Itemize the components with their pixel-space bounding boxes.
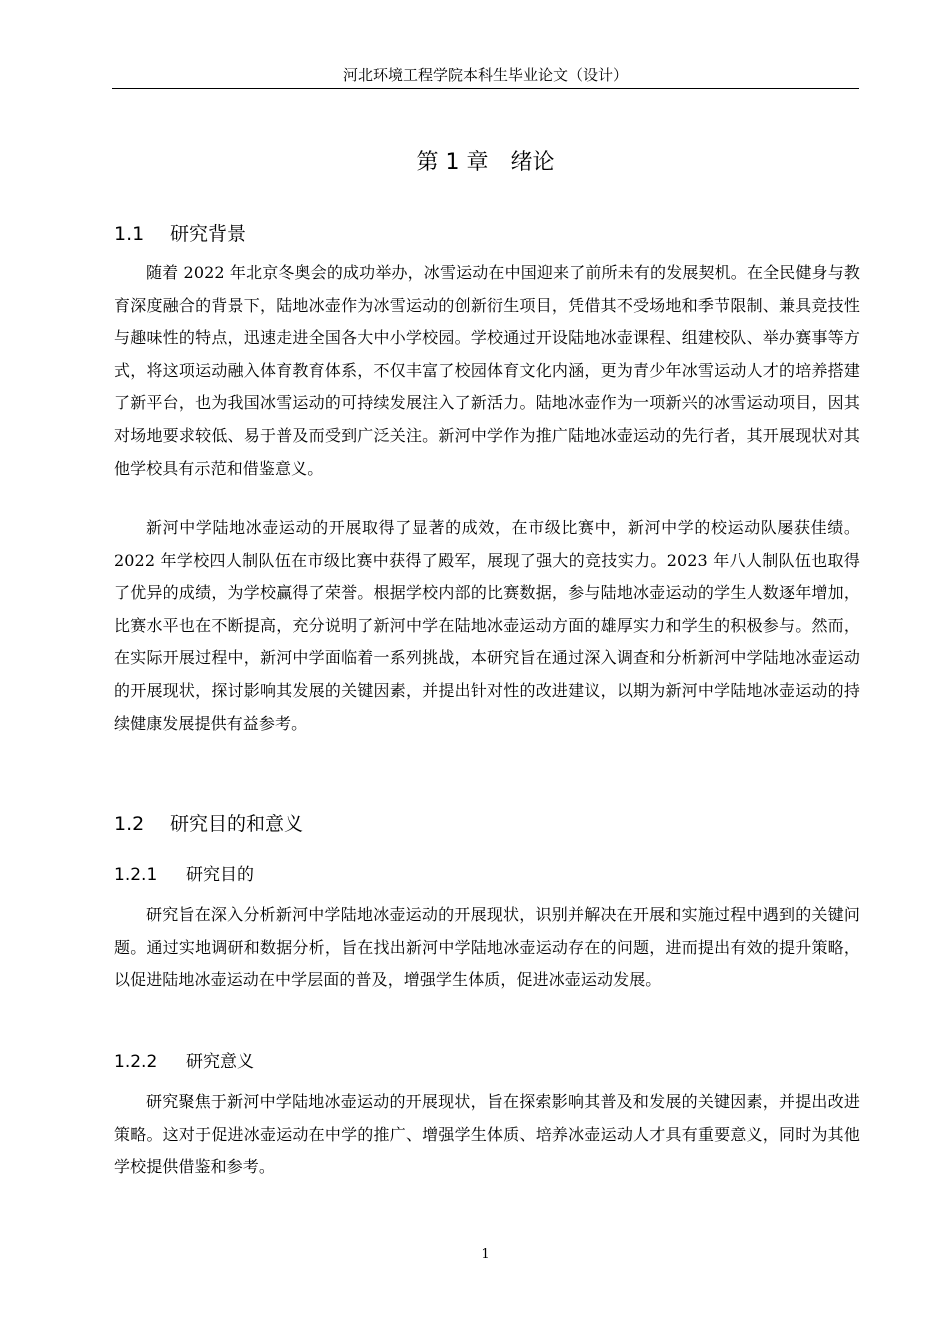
subsection-number: 1.2.1 <box>114 865 158 885</box>
section-heading-1-1 <box>114 221 246 247</box>
section-title: 研究目的和意义 <box>170 813 304 835</box>
paragraph-significance: 研究聚焦于新河中学陆地冰壶运动的开展现状，旨在探索影响其普及和发展的关键因素，并提出改进策略。这对于促进冰壶运动在中学的推广、增强学生体质、培养冰壶运动人才具有重要意义，同时为其他学校提供借鉴和参考。 <box>114 1092 860 1177</box>
subsection-number: 1.2.2 <box>114 1052 158 1072</box>
subsection-title: 研究目的 <box>186 865 254 885</box>
running-header: 河北环境工程学院本科生毕业论文（设计） <box>342 66 628 84</box>
subsection-title: 研究意义 <box>186 1052 254 1072</box>
section-number: 1.2 <box>114 813 145 835</box>
chapter-number: 第 1 章 <box>416 150 489 175</box>
paragraph-background-1: 随着 2022 年北京冬奥会的成功举办，冰雪运动在中国迎来了前所未有的发展契机。在全民健身与教育深度融合的背景下，陆地冰壶作为冰雪运动的创新衍生项目，凭借其不受场地和季节限制、兼具竞技性与趣味性的特点，迅速走进全国各大中小学校园。学校通过开设陆地冰壶课程、组建校队、举办赛事等方式，将这项运动融入体育教育体系，不仅丰富了校园体育文化内涵，更为青少年冰雪运动人才的培养搭建了新平台，也为我国冰雪运动的可持续发展注入了新活力。陆地冰壶作为一项新兴的冰雪运动项目，因其对场地要求较低、易于普及而受到广泛关注。新河中学作为推广陆地冰壶运动的先行者，其开展现状对其他学校具有示范和借鉴意义。 <box>114 263 860 478</box>
chapter-name: 绪论 <box>510 150 555 175</box>
subsection-heading-1-2-2 <box>114 1050 254 1074</box>
subsection-heading-1-2-1 <box>114 863 254 887</box>
section-heading-1-2 <box>114 811 303 837</box>
section-number: 1.1 <box>114 223 145 245</box>
header-divider <box>112 88 859 89</box>
paragraph-background-2: 新河中学陆地冰壶运动的开展取得了显著的成效，在市级比赛中，新河中学的校运动队屡获佳绩。2022 年学校四人制队伍在市级比赛中获得了殿军，展现了强大的竞技实力。2023 年八人制队伍也取得了优异的成绩，为学校赢得了荣誉。根据学校内部的比赛数据，参与陆地冰壶运动的学生人数逐年增加，比赛水平也在不断提高，充分说明了新河中学在陆地冰壶运动方面的雄厚实力和学生的积极参与。然而，在实际开展过程中，新河中学面临着一系列挑战，本研究旨在通过深入调查和分析新河中学陆地冰壶运动的开展现状，探讨影响其发展的关键因素，并提出针对性的改进建议，以期为新河中学陆地冰壶运动的持续健康发展提供有益参考。 <box>114 518 860 733</box>
chapter-title <box>112 148 859 178</box>
section-title: 研究背景 <box>170 223 247 245</box>
paragraph-purpose: 研究旨在深入分析新河中学陆地冰壶运动的开展现状，识别并解决在开展和实施过程中遇到的关键问题。通过实地调研和数据分析，旨在找出新河中学陆地冰壶运动存在的问题，进而提出有效的提升策略，以促进陆地冰壶运动在中学层面的普及，增强学生体质，促进冰壶运动发展。 <box>114 905 860 990</box>
page-number: 1 <box>481 1247 490 1262</box>
